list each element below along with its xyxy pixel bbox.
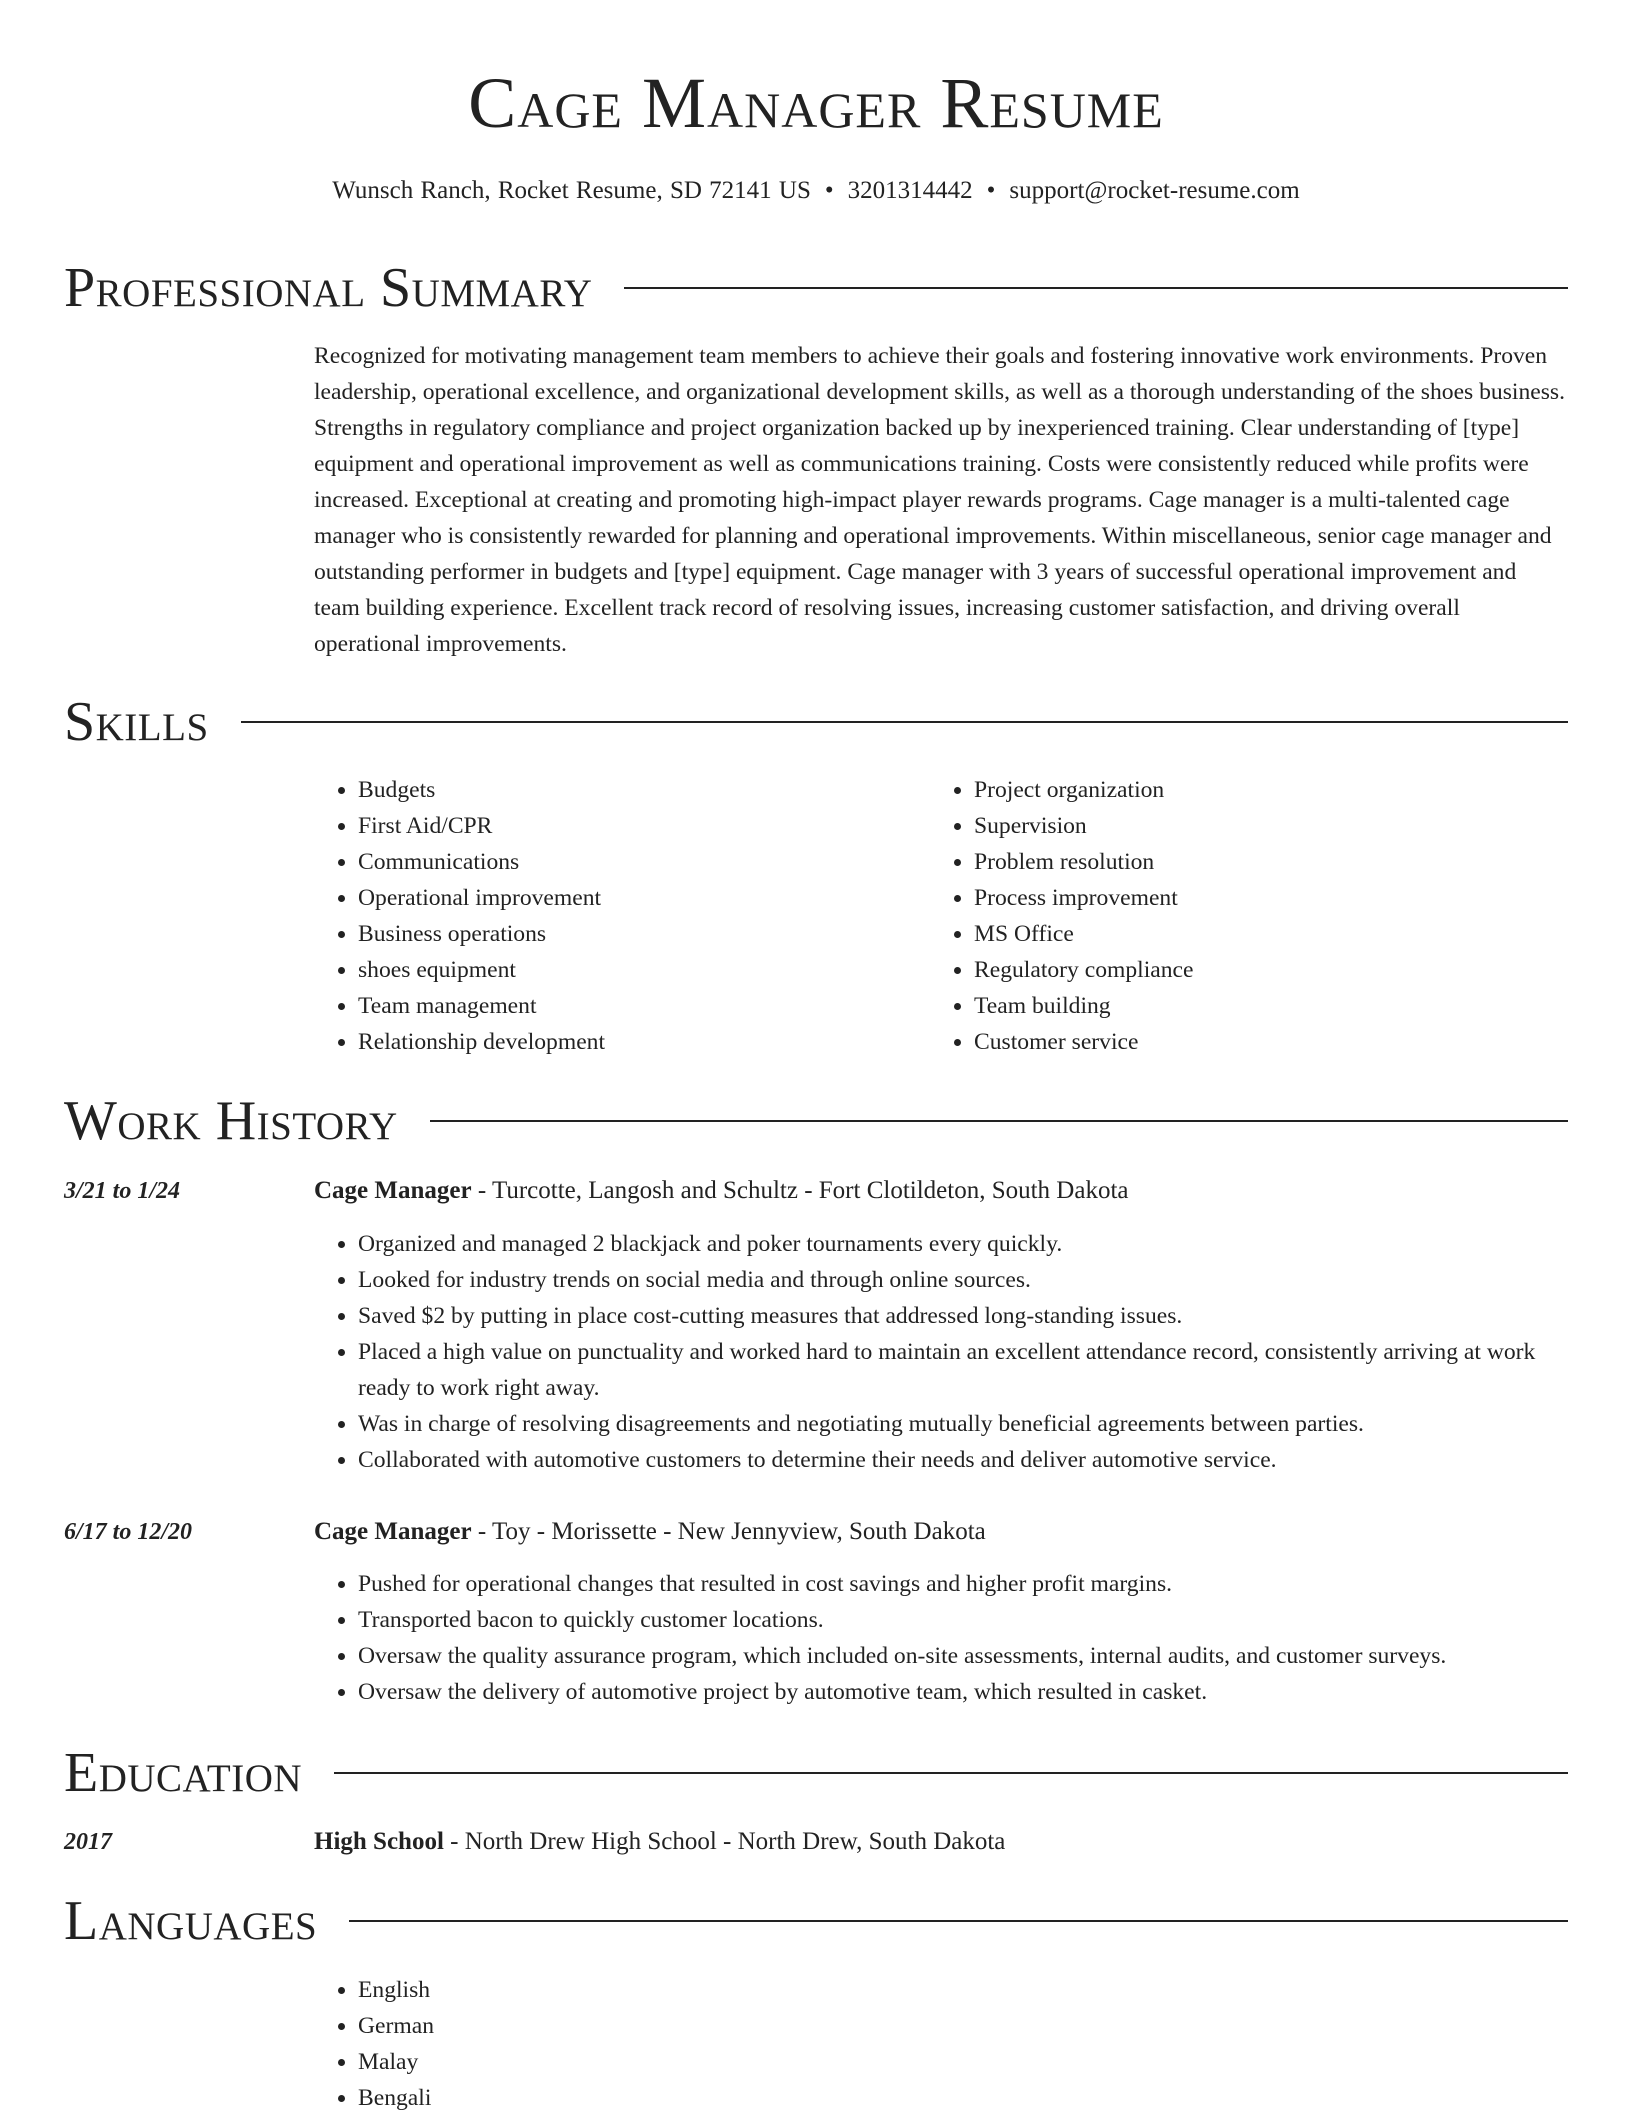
education-heading [314, 1824, 1568, 1860]
job-heading [314, 1514, 1568, 1550]
section-title-education: Education [64, 1742, 303, 1804]
job-duty-item: • Collaborated with automotive customers to determine their needs and deliver automotive service. [358, 1442, 1568, 1478]
skill-item: • Relationship development [358, 1024, 914, 1060]
job-duties-list [314, 1226, 1568, 1478]
job-duty-item: • Transported bacon to quickly customer locations. [358, 1602, 1568, 1638]
skills-list-right [930, 772, 1530, 1060]
skills-column-right [930, 772, 1530, 1060]
skill-item: • Team building [974, 988, 1530, 1024]
section-divider [334, 1772, 1568, 1774]
language-item: • Bengali [358, 2080, 914, 2116]
job-title: Cage Manager [314, 1518, 472, 1545]
job-title: Cage Manager [314, 1177, 472, 1204]
contact-separator: • [986, 177, 996, 204]
education-details: - North Drew High School - North Drew, South Dakota [443, 1828, 1006, 1855]
job-details: - Toy - Morissette - New Jennyview, South Dakota [471, 1518, 986, 1545]
job-duty-item: • Oversaw the quality assurance program, which included on-site assessments, internal audits, and customer surveys. [358, 1638, 1568, 1674]
section-header-languages [64, 1886, 1568, 1956]
job-heading [314, 1173, 1568, 1209]
skills-list-left [314, 772, 914, 1060]
section-divider [241, 721, 1568, 723]
language-item: • Malay [358, 2044, 914, 2080]
languages-column [314, 1972, 914, 2116]
skill-item: • Customer service [974, 1024, 1530, 1060]
skill-item: • MS Office [974, 916, 1530, 952]
section-title-languages: Languages [64, 1890, 318, 1952]
skill-item: • Budgets [358, 772, 914, 808]
job-duty-item: • Pushed for operational changes that resulted in cost savings and higher profit margins. [358, 1566, 1568, 1602]
section-title-work: Work History [64, 1090, 398, 1152]
skill-item: • First Aid/CPR [358, 808, 914, 844]
skill-item: • shoes equipment [358, 952, 914, 988]
job-duty-item: • Placed a high value on punctuality and worked hard to maintain an excellent attendance record, consistently arriving at work ready to work right away. [358, 1334, 1568, 1406]
skill-item: • Project organization [974, 772, 1530, 808]
language-item: • German [358, 2008, 914, 2044]
section-divider [349, 1920, 1568, 1922]
section-divider [624, 287, 1568, 289]
skills-column-left [314, 772, 914, 1060]
skill-item: • Supervision [974, 808, 1530, 844]
job-dates: 3/21 to 1/24 [64, 1178, 181, 1204]
job-duty-item: • Oversaw the delivery of automotive project by automotive team, which resulted in casket. [358, 1674, 1568, 1710]
job-duties [314, 1226, 1568, 1478]
summary-text: Recognized for motivating management team members to achieve their goals and fostering innovative work environments. Proven leadership, operational excellence, and organizational development skills, as well as a thorough understanding of the shoes business. Strengths in regulatory compliance and project organization backed up by inexperienced training. Clear understanding of [type] equipment and operational improvement as well as communications training. Costs were consistently reduced while profits were increased. Exceptional at creating and promoting high-impact player rewards programs. Cage manager is a multi-talented cage manager who is consistently rewarded for planning and operational improvements. Within miscellaneous, senior cage manager and outstanding performer in budgets and [type] equipment. Cage manager with 3 years of successful operational improvement and team building experience. Excellent track record of resolving issues, increasing customer satisfaction, and driving overall operational improvements. [314, 343, 1565, 657]
skill-item: • Team management [358, 988, 914, 1024]
contact-line [0, 174, 1632, 208]
job-duties [314, 1566, 1568, 1710]
section-header-summary [64, 253, 1568, 323]
job-duty-item: • Was in charge of resolving disagreements and negotiating mutually beneficial agreements between parties. [358, 1406, 1568, 1442]
job-duties-list [314, 1566, 1568, 1710]
job-details: - Turcotte, Langosh and Schultz - Fort Clotildeton, South Dakota [471, 1177, 1129, 1204]
job-duty-item: • Saved $2 by putting in place cost-cutting measures that addressed long-standing issues. [358, 1298, 1568, 1334]
section-title-skills: Skills [64, 691, 209, 753]
contact-email: support@rocket-resume.com [1009, 177, 1300, 204]
skill-item: • Process improvement [974, 880, 1530, 916]
skill-item: • Operational improvement [358, 880, 914, 916]
education-year: 2017 [64, 1829, 112, 1855]
section-divider [430, 1120, 1568, 1122]
skill-item: • Regulatory compliance [974, 952, 1530, 988]
job-duty-item: • Looked for industry trends on social media and through online sources. [358, 1262, 1568, 1298]
skill-item: • Problem resolution [974, 844, 1530, 880]
contact-phone: 3201314442 [847, 177, 973, 204]
skill-item: • Business operations [358, 916, 914, 952]
section-header-work [64, 1086, 1568, 1156]
section-title-summary: Professional Summary [64, 257, 593, 319]
languages-list [314, 1972, 914, 2116]
education-degree: High School [314, 1828, 444, 1855]
resume-title: Cage Manager Resume [468, 63, 1164, 143]
section-header-education [64, 1738, 1568, 1808]
language-item: • English [358, 1972, 914, 2008]
contact-separator: • [824, 177, 834, 204]
job-duty-item: • Organized and managed 2 blackjack and poker tournaments every quickly. [358, 1226, 1568, 1262]
section-header-skills [64, 687, 1568, 757]
job-dates: 6/17 to 12/20 [64, 1519, 193, 1545]
skill-item: • Communications [358, 844, 914, 880]
contact-address: Wunsch Ranch, Rocket Resume, SD 72141 US [332, 177, 811, 204]
